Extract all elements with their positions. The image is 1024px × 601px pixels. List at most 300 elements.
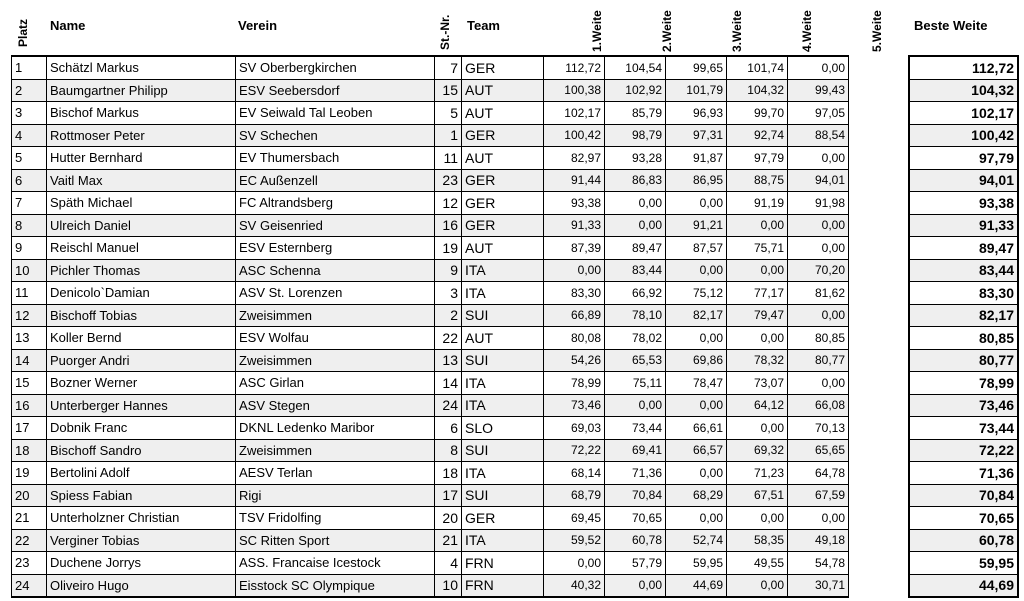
cell-team: GER	[462, 56, 544, 79]
cell-platz: 12	[12, 304, 47, 327]
cell-weite-3: 78,47	[666, 372, 727, 395]
cell-weite-5: 0,00	[788, 237, 849, 260]
header-weite-3: 3.Weite	[730, 10, 744, 52]
cell-name: Duchene Jorrys	[47, 552, 236, 575]
cell-weite-1: 72,22	[544, 439, 605, 462]
cell-weite-4: 75,71	[727, 237, 788, 260]
cell-weite-1: 66,89	[544, 304, 605, 327]
cell-weite-4: 0,00	[727, 327, 788, 350]
cell-weite-5: 0,00	[788, 304, 849, 327]
cell-weite-4: 78,32	[727, 349, 788, 372]
cell-weite-2: 65,53	[605, 349, 666, 372]
cell-weite-4: 77,17	[727, 282, 788, 305]
cell-start-number: 11	[435, 147, 462, 170]
cell-weite-1: 91,44	[544, 169, 605, 192]
cell-beste-weite: 59,95	[909, 552, 1018, 575]
cell-weite-5: 64,78	[788, 462, 849, 485]
cell-weite-3: 69,86	[666, 349, 727, 372]
header-weite-1: 1.Weite	[590, 10, 604, 52]
cell-weite-4: 73,07	[727, 372, 788, 395]
cell-verein: Rigi	[236, 484, 435, 507]
cell-weite-2: 0,00	[605, 214, 666, 237]
cell-start-number: 20	[435, 507, 462, 530]
cell-team: AUT	[462, 79, 544, 102]
cell-weite-1: 91,33	[544, 214, 605, 237]
table-row	[12, 574, 849, 597]
cell-verein: Zweisimmen	[236, 304, 435, 327]
cell-weite-1: 100,38	[544, 79, 605, 102]
cell-beste-weite: 91,33	[909, 214, 1018, 237]
cell-name: Ulreich Daniel	[47, 214, 236, 237]
cell-weite-1: 54,26	[544, 349, 605, 372]
cell-weite-2: 98,79	[605, 124, 666, 147]
cell-weite-3: 101,79	[666, 79, 727, 102]
cell-beste-weite: 100,42	[909, 124, 1018, 147]
best-row	[909, 417, 1018, 440]
cell-weite-3: 87,57	[666, 237, 727, 260]
cell-weite-1: 69,45	[544, 507, 605, 530]
cell-weite-2: 60,78	[605, 529, 666, 552]
cell-weite-4: 99,70	[727, 102, 788, 125]
cell-weite-4: 97,79	[727, 147, 788, 170]
cell-platz: 23	[12, 552, 47, 575]
table-header	[0, 0, 1024, 54]
cell-weite-2: 102,92	[605, 79, 666, 102]
cell-weite-1: 78,99	[544, 372, 605, 395]
cell-name: Pichler Thomas	[47, 259, 236, 282]
table-row	[12, 147, 849, 170]
cell-verein: ESV Wolfau	[236, 327, 435, 350]
table-row	[12, 259, 849, 282]
cell-platz: 20	[12, 484, 47, 507]
cell-platz: 17	[12, 417, 47, 440]
cell-start-number: 13	[435, 349, 462, 372]
table-row	[12, 56, 849, 79]
cell-verein: SV Schechen	[236, 124, 435, 147]
cell-weite-3: 91,87	[666, 147, 727, 170]
cell-weite-5: 0,00	[788, 56, 849, 79]
best-row	[909, 394, 1018, 417]
cell-name: Hutter Bernhard	[47, 147, 236, 170]
cell-weite-2: 69,41	[605, 439, 666, 462]
cell-weite-3: 66,61	[666, 417, 727, 440]
cell-name: Bischof Markus	[47, 102, 236, 125]
cell-name: Reischl Manuel	[47, 237, 236, 260]
cell-weite-1: 40,32	[544, 574, 605, 597]
cell-platz: 14	[12, 349, 47, 372]
cell-weite-2: 89,47	[605, 237, 666, 260]
cell-platz: 18	[12, 439, 47, 462]
cell-beste-weite: 83,44	[909, 259, 1018, 282]
best-row	[909, 574, 1018, 597]
cell-weite-3: 0,00	[666, 462, 727, 485]
cell-beste-weite: 112,72	[909, 56, 1018, 79]
table-row	[12, 394, 849, 417]
cell-name: Baumgartner Philipp	[47, 79, 236, 102]
cell-weite-5: 94,01	[788, 169, 849, 192]
cell-team: GER	[462, 214, 544, 237]
cell-weite-5: 67,59	[788, 484, 849, 507]
cell-platz: 19	[12, 462, 47, 485]
header-weite-4: 4.Weite	[800, 10, 814, 52]
cell-weite-4: 49,55	[727, 552, 788, 575]
cell-team: SUI	[462, 304, 544, 327]
cell-weite-5: 0,00	[788, 507, 849, 530]
table-row	[12, 552, 849, 575]
cell-platz: 6	[12, 169, 47, 192]
cell-weite-1: 73,46	[544, 394, 605, 417]
cell-team: GER	[462, 507, 544, 530]
cell-team: AUT	[462, 237, 544, 260]
cell-weite-4: 79,47	[727, 304, 788, 327]
cell-name: Späth Michael	[47, 192, 236, 215]
cell-beste-weite: 89,47	[909, 237, 1018, 260]
cell-weite-2: 0,00	[605, 574, 666, 597]
cell-weite-5: 70,13	[788, 417, 849, 440]
best-row	[909, 552, 1018, 575]
cell-verein: ASC Girlan	[236, 372, 435, 395]
cell-name: Denicolo`Damian	[47, 282, 236, 305]
header-weite-2: 2.Weite	[660, 10, 674, 52]
cell-start-number: 9	[435, 259, 462, 282]
cell-weite-1: 112,72	[544, 56, 605, 79]
cell-weite-3: 44,69	[666, 574, 727, 597]
cell-platz: 10	[12, 259, 47, 282]
cell-name: Rottmoser Peter	[47, 124, 236, 147]
cell-weite-4: 0,00	[727, 574, 788, 597]
cell-verein: ASS. Francaise Icestock	[236, 552, 435, 575]
cell-weite-3: 86,95	[666, 169, 727, 192]
best-row	[909, 484, 1018, 507]
cell-weite-3: 91,21	[666, 214, 727, 237]
cell-weite-3: 52,74	[666, 529, 727, 552]
cell-beste-weite: 78,99	[909, 372, 1018, 395]
cell-team: AUT	[462, 102, 544, 125]
best-row	[909, 147, 1018, 170]
cell-platz: 4	[12, 124, 47, 147]
best-row	[909, 304, 1018, 327]
cell-weite-5: 0,00	[788, 147, 849, 170]
cell-start-number: 3	[435, 282, 462, 305]
cell-name: Bozner Werner	[47, 372, 236, 395]
best-row	[909, 327, 1018, 350]
best-row	[909, 529, 1018, 552]
cell-weite-4: 88,75	[727, 169, 788, 192]
cell-name: Vaitl Max	[47, 169, 236, 192]
table-row	[12, 417, 849, 440]
cell-weite-2: 0,00	[605, 394, 666, 417]
table-row	[12, 102, 849, 125]
cell-verein: ESV Seebersdorf	[236, 79, 435, 102]
cell-verein: Eisstock SC Olympique	[236, 574, 435, 597]
header-stnr: St.-Nr.	[438, 14, 452, 50]
cell-weite-2: 83,44	[605, 259, 666, 282]
best-row	[909, 124, 1018, 147]
cell-name: Puorger Andri	[47, 349, 236, 372]
cell-name: Unterberger Hannes	[47, 394, 236, 417]
table-row	[12, 327, 849, 350]
cell-platz: 16	[12, 394, 47, 417]
table-row	[12, 282, 849, 305]
cell-team: ITA	[462, 394, 544, 417]
cell-start-number: 15	[435, 79, 462, 102]
cell-verein: ASV Stegen	[236, 394, 435, 417]
cell-weite-3: 96,93	[666, 102, 727, 125]
cell-beste-weite: 44,69	[909, 574, 1018, 597]
cell-start-number: 18	[435, 462, 462, 485]
cell-start-number: 16	[435, 214, 462, 237]
cell-weite-5: 80,77	[788, 349, 849, 372]
cell-beste-weite: 97,79	[909, 147, 1018, 170]
cell-beste-weite: 94,01	[909, 169, 1018, 192]
best-row	[909, 102, 1018, 125]
cell-platz: 2	[12, 79, 47, 102]
cell-team: SLO	[462, 417, 544, 440]
cell-platz: 8	[12, 214, 47, 237]
table-row	[12, 439, 849, 462]
cell-weite-5: 88,54	[788, 124, 849, 147]
cell-name: Verginer Tobias	[47, 529, 236, 552]
cell-beste-weite: 60,78	[909, 529, 1018, 552]
cell-weite-3: 0,00	[666, 259, 727, 282]
cell-weite-5: 0,00	[788, 214, 849, 237]
cell-platz: 1	[12, 56, 47, 79]
cell-team: ITA	[462, 282, 544, 305]
cell-verein: ASV St. Lorenzen	[236, 282, 435, 305]
cell-weite-4: 0,00	[727, 507, 788, 530]
cell-weite-5: 30,71	[788, 574, 849, 597]
cell-beste-weite: 70,84	[909, 484, 1018, 507]
table-row	[12, 349, 849, 372]
cell-platz: 11	[12, 282, 47, 305]
cell-weite-3: 75,12	[666, 282, 727, 305]
header-platz: Platz	[16, 18, 30, 47]
cell-weite-3: 97,31	[666, 124, 727, 147]
best-row	[909, 507, 1018, 530]
cell-weite-1: 69,03	[544, 417, 605, 440]
cell-weite-3: 68,29	[666, 484, 727, 507]
cell-team: ITA	[462, 372, 544, 395]
cell-weite-1: 0,00	[544, 259, 605, 282]
cell-team: ITA	[462, 529, 544, 552]
cell-start-number: 5	[435, 102, 462, 125]
cell-weite-5: 97,05	[788, 102, 849, 125]
cell-weite-3: 82,17	[666, 304, 727, 327]
cell-weite-1: 83,30	[544, 282, 605, 305]
cell-beste-weite: 71,36	[909, 462, 1018, 485]
cell-weite-2: 78,10	[605, 304, 666, 327]
cell-start-number: 17	[435, 484, 462, 507]
cell-weite-4: 67,51	[727, 484, 788, 507]
table-row	[12, 304, 849, 327]
cell-platz: 21	[12, 507, 47, 530]
cell-beste-weite: 80,77	[909, 349, 1018, 372]
cell-weite-4: 0,00	[727, 214, 788, 237]
best-row	[909, 439, 1018, 462]
cell-verein: SC Ritten Sport	[236, 529, 435, 552]
cell-weite-2: 0,00	[605, 192, 666, 215]
cell-team: ITA	[462, 259, 544, 282]
cell-weite-4: 69,32	[727, 439, 788, 462]
cell-weite-1: 87,39	[544, 237, 605, 260]
best-row	[909, 372, 1018, 395]
cell-weite-1: 100,42	[544, 124, 605, 147]
cell-weite-5: 66,08	[788, 394, 849, 417]
cell-start-number: 7	[435, 56, 462, 79]
cell-weite-4: 71,23	[727, 462, 788, 485]
cell-beste-weite: 80,85	[909, 327, 1018, 350]
cell-weite-1: 102,17	[544, 102, 605, 125]
cell-weite-5: 80,85	[788, 327, 849, 350]
cell-weite-3: 0,00	[666, 394, 727, 417]
cell-start-number: 1	[435, 124, 462, 147]
cell-weite-1: 93,38	[544, 192, 605, 215]
table-row	[12, 169, 849, 192]
best-row	[909, 169, 1018, 192]
cell-name: Schätzl Markus	[47, 56, 236, 79]
header-weite-5: 5.Weite	[870, 10, 884, 52]
cell-verein: ASC Schenna	[236, 259, 435, 282]
cell-start-number: 24	[435, 394, 462, 417]
cell-verein: AESV Terlan	[236, 462, 435, 485]
cell-platz: 13	[12, 327, 47, 350]
cell-weite-2: 70,84	[605, 484, 666, 507]
best-row	[909, 79, 1018, 102]
cell-start-number: 8	[435, 439, 462, 462]
cell-team: SUI	[462, 484, 544, 507]
cell-weite-2: 86,83	[605, 169, 666, 192]
cell-weite-2: 57,79	[605, 552, 666, 575]
cell-beste-weite: 102,17	[909, 102, 1018, 125]
cell-platz: 9	[12, 237, 47, 260]
cell-team: SUI	[462, 439, 544, 462]
cell-beste-weite: 82,17	[909, 304, 1018, 327]
best-row	[909, 259, 1018, 282]
best-row	[909, 237, 1018, 260]
cell-weite-5: 54,78	[788, 552, 849, 575]
cell-weite-2: 70,65	[605, 507, 666, 530]
cell-beste-weite: 70,65	[909, 507, 1018, 530]
cell-beste-weite: 73,46	[909, 394, 1018, 417]
cell-platz: 24	[12, 574, 47, 597]
cell-start-number: 10	[435, 574, 462, 597]
cell-weite-4: 0,00	[727, 417, 788, 440]
table-row	[12, 124, 849, 147]
cell-weite-2: 75,11	[605, 372, 666, 395]
cell-beste-weite: 72,22	[909, 439, 1018, 462]
cell-name: Oliveiro Hugo	[47, 574, 236, 597]
cell-weite-4: 91,19	[727, 192, 788, 215]
cell-weite-1: 0,00	[544, 552, 605, 575]
cell-weite-4: 92,74	[727, 124, 788, 147]
cell-name: Koller Bernd	[47, 327, 236, 350]
cell-weite-2: 66,92	[605, 282, 666, 305]
cell-weite-5: 99,43	[788, 79, 849, 102]
cell-start-number: 6	[435, 417, 462, 440]
cell-verein: DKNL Ledenko Maribor	[236, 417, 435, 440]
cell-start-number: 19	[435, 237, 462, 260]
cell-weite-3: 0,00	[666, 192, 727, 215]
table-row	[12, 529, 849, 552]
cell-verein: EV Thumersbach	[236, 147, 435, 170]
best-row	[909, 192, 1018, 215]
cell-start-number: 12	[435, 192, 462, 215]
cell-team: GER	[462, 192, 544, 215]
best-row	[909, 462, 1018, 485]
cell-weite-4: 101,74	[727, 56, 788, 79]
cell-verein: Zweisimmen	[236, 349, 435, 372]
cell-weite-2: 85,79	[605, 102, 666, 125]
cell-platz: 7	[12, 192, 47, 215]
cell-start-number: 21	[435, 529, 462, 552]
cell-weite-5: 65,65	[788, 439, 849, 462]
cell-weite-5: 81,62	[788, 282, 849, 305]
cell-verein: EC Außenzell	[236, 169, 435, 192]
cell-team: AUT	[462, 147, 544, 170]
cell-weite-1: 68,14	[544, 462, 605, 485]
cell-verein: SV Geisenried	[236, 214, 435, 237]
cell-weite-5: 0,00	[788, 372, 849, 395]
cell-weite-1: 82,97	[544, 147, 605, 170]
cell-team: SUI	[462, 349, 544, 372]
cell-weite-2: 71,36	[605, 462, 666, 485]
table-row	[12, 237, 849, 260]
cell-weite-1: 80,08	[544, 327, 605, 350]
cell-team: AUT	[462, 327, 544, 350]
cell-team: GER	[462, 124, 544, 147]
cell-verein: EV Seiwald Tal Leoben	[236, 102, 435, 125]
header-name: Name	[50, 18, 86, 33]
table-row	[12, 372, 849, 395]
table-row	[12, 214, 849, 237]
cell-weite-2: 73,44	[605, 417, 666, 440]
cell-weite-4: 58,35	[727, 529, 788, 552]
cell-name: Unterholzner Christian	[47, 507, 236, 530]
table-row	[12, 79, 849, 102]
best-row	[909, 282, 1018, 305]
cell-start-number: 23	[435, 169, 462, 192]
cell-beste-weite: 93,38	[909, 192, 1018, 215]
cell-name: Spiess Fabian	[47, 484, 236, 507]
cell-team: ITA	[462, 462, 544, 485]
best-distance-table	[908, 55, 1019, 598]
cell-weite-3: 66,57	[666, 439, 727, 462]
cell-beste-weite: 83,30	[909, 282, 1018, 305]
table-row	[12, 462, 849, 485]
header-team: Team	[467, 18, 500, 33]
cell-name: Bischoff Tobias	[47, 304, 236, 327]
cell-weite-5: 91,98	[788, 192, 849, 215]
table-row	[12, 484, 849, 507]
cell-weite-2: 104,54	[605, 56, 666, 79]
cell-platz: 3	[12, 102, 47, 125]
cell-start-number: 22	[435, 327, 462, 350]
cell-weite-4: 0,00	[727, 259, 788, 282]
cell-weite-4: 104,32	[727, 79, 788, 102]
cell-weite-4: 64,12	[727, 394, 788, 417]
cell-weite-2: 78,02	[605, 327, 666, 350]
best-row	[909, 214, 1018, 237]
table-row	[12, 192, 849, 215]
cell-verein: ESV Esternberg	[236, 237, 435, 260]
best-row	[909, 56, 1018, 79]
cell-platz: 15	[12, 372, 47, 395]
cell-weite-5: 70,20	[788, 259, 849, 282]
cell-team: FRN	[462, 574, 544, 597]
cell-weite-1: 68,79	[544, 484, 605, 507]
header-beste-weite: Beste Weite	[914, 18, 988, 33]
cell-team: GER	[462, 169, 544, 192]
